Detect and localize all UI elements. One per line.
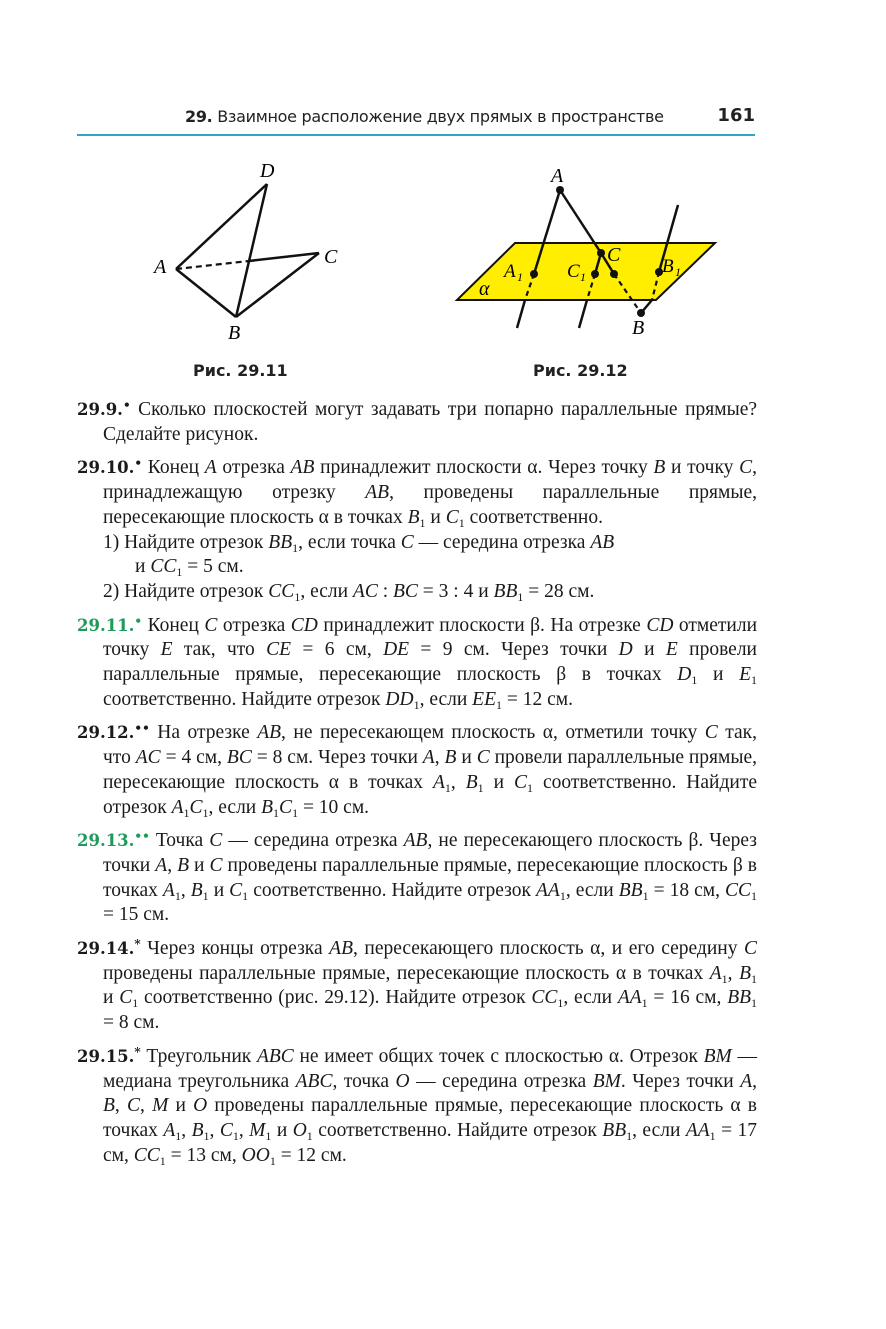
- label-B: B: [632, 317, 645, 339]
- label-B1: B: [662, 256, 674, 277]
- chapter-title: 29. Взаимное расположение двух прямых в пространстве: [185, 107, 664, 126]
- page-number: 161: [717, 105, 755, 126]
- label-A1: A: [504, 261, 516, 282]
- label-C: C: [607, 244, 621, 266]
- point-A: [556, 186, 564, 194]
- line-AA1-below: [517, 300, 525, 328]
- problem-number: 29.13.••: [77, 829, 150, 851]
- problem-29-12: 29.12.•• На отрезке AB, не пересекающем плоскость α, отметили точку C так, что AC = 4 см, BC = 8 см. Через точки A, B и C провели параллельные прямые, пересекающие плоскость α в точках $A_1$, $B_1$ и $C_1$ соответственно. Найдите отрезок $A_1C_1$, если $B_1C_1 = 10$ см.: [77, 721, 758, 820]
- caption-fig-29-12: Рис. 29.12: [533, 361, 628, 380]
- label-C: C: [324, 246, 338, 268]
- problem-number: 29.9.•: [77, 398, 131, 419]
- problem-number: 29.14.*: [77, 937, 141, 959]
- problem-29-15: 29.15.* Треугольник ABC не имеет общих точек с плоскостью α. Отрезок BM — медиана треугольника ABC, точка O — середина отрезка BM. Через точки A, B, C, M и O проведены параллельные прямые, пересекающие плоскость α в точках $A_1$, $B_1$, $C_1$, $M_1$ и $O_1$ соответственно. Найдите отрезок $BB_1$, если $AA_1 = 17$ см, $CC_1 = 13$ см, $OO_1 = 12$ см.: [77, 1044, 758, 1168]
- problem-29-11: 29.11.• Конец C отрезка CD принадлежит плоскости β. На отрезке CD отметили точку E так, что CE = 6 см, DE = 9 см. Через точки D и E провели параллельные прямые, пересекающие плоскость β в точках $D_1$ и $E_1$ соответственно. Найдите отрезок $DD_1$, если $EE_1 = 12$ см.: [77, 613, 758, 712]
- problem-29-9: 29.9.• Сколько плоскостей могут задавать три попарно параллельные прямые? Сделайте рисунок.: [77, 398, 757, 445]
- point-C: [597, 249, 605, 257]
- problem-29-10: 29.10.• Конец A отрезка AB принадлежит плоскости α. Через точку B и точку C, принадлежащую отрезку AB, проведены параллельные прямые, пересекающие плоскость α в точках $B_1$ и $C_1$ соответственно.: [77, 456, 757, 530]
- label-C1: C: [567, 261, 580, 282]
- problem-29-14: 29.14.* Через концы отрезка AB, пересекающего плоскость α, и его середину C проведены параллельные прямые, пересекающие плоскость α в точках $A_1$, $B_1$ и $C_1$ соответственно (рис. 29.12). Найдите отрезок $CC_1$, если $AA_1 = 16$ см, $BB_1 = 8$ см.: [77, 937, 758, 1034]
- figure-29-12: [440, 160, 740, 345]
- label-D: D: [260, 160, 275, 182]
- label-C1-sub: 1: [580, 270, 586, 284]
- label-A: A: [154, 256, 167, 278]
- problem-29-10-part-2: 2) Найдите отрезок $CC_1$, если AC : BC = 3 : 4 и $BB_1 = 28$ см.: [103, 580, 595, 604]
- problem-number: 29.11.•: [77, 613, 143, 635]
- edge-AC-hidden: [176, 261, 249, 269]
- point-A1: [530, 270, 538, 278]
- line-CC1-below: [579, 300, 587, 328]
- point-C1: [591, 270, 599, 278]
- point-B: [637, 309, 645, 317]
- problem-number: 29.15.*: [77, 1044, 141, 1066]
- label-B: B: [228, 322, 241, 344]
- figure-29-11: [140, 150, 360, 350]
- label-A1-sub: 1: [517, 270, 523, 284]
- problem-29-10-part-1-cont: и $CC_1 = 5$ см.: [135, 556, 244, 580]
- label-alpha: α: [479, 278, 490, 300]
- problem-list: [77, 393, 757, 1168]
- edge-AB: [176, 269, 236, 317]
- running-header: [77, 105, 755, 135]
- edge-AD: [176, 184, 267, 269]
- label-B1-sub: 1: [675, 265, 681, 279]
- label-A: A: [551, 165, 564, 187]
- problem-number: 29.12.••: [77, 721, 150, 743]
- problem-29-13: 29.13.•• Точка C — середина отрезка AB, не пересекающего плоскость β. Через точки A, B и C проведены параллельные прямые, пересекающие плоскость β в точках $A_1$, $B_1$ и $C_1$ соответственно. Найдите отрезок $AA_1$, если $BB_1 = 18$ см, $CC_1 = 15$ см.: [77, 829, 758, 926]
- header-rule: [77, 134, 755, 136]
- problem-29-10-part-1: 1) Найдите отрезок $BB_1$, если точка C — середина отрезка AB: [103, 531, 615, 555]
- point-mid: [610, 270, 618, 278]
- caption-fig-29-11: Рис. 29.11: [193, 361, 288, 380]
- problem-number: 29.10.•: [77, 456, 143, 478]
